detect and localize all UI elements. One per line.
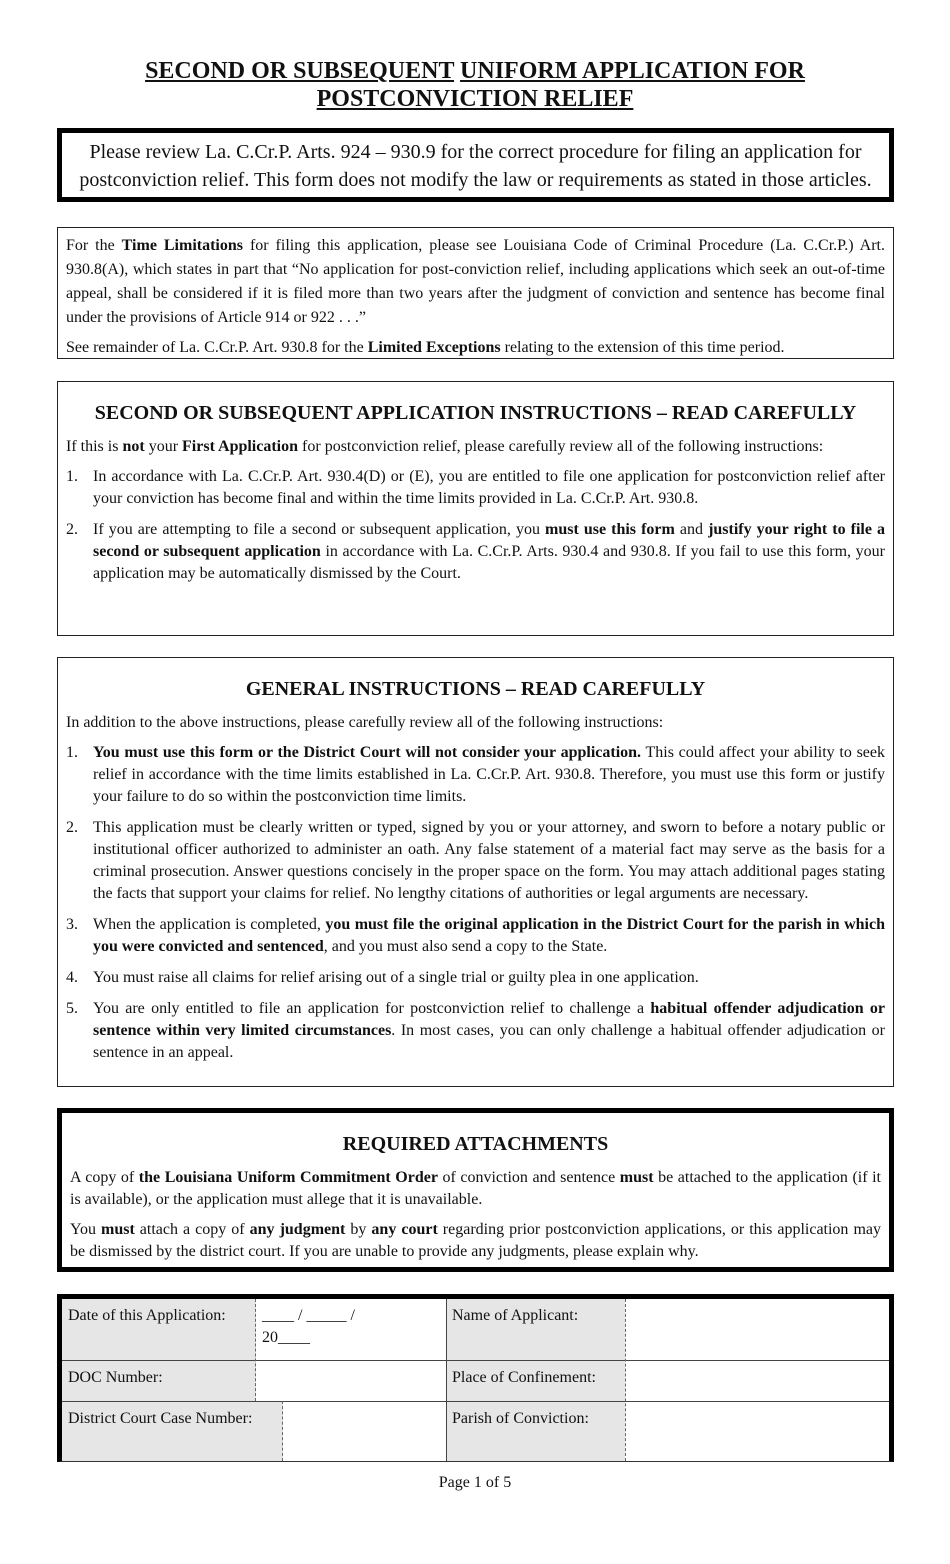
required-attachments-box — [57, 1108, 894, 1272]
date-label: Date of this Application: — [62, 1299, 256, 1360]
text-run-bold: justify your right to file a second or subsequent application — [93, 521, 885, 560]
parish-of-conviction-field[interactable] — [626, 1402, 889, 1461]
date-value-line1: ____ / _____ / — [262, 1307, 355, 1324]
text-run: for postconviction relief, please carefully review all of the following instructions: — [298, 438, 824, 455]
text-run: You must raise all claims for relief arising out of a single trial or guilty plea in one application. — [93, 969, 699, 986]
list-item — [66, 742, 885, 808]
text-run: attach a copy of — [134, 1221, 250, 1238]
general-instructions-intro: In addition to the above instructions, please carefully review all of the following instructions: — [66, 714, 664, 731]
title-line1-part2: UNIFORM APPLICATION FOR — [460, 58, 805, 84]
list-number: 2. — [66, 819, 78, 836]
list-item — [66, 914, 885, 958]
text-run-bold: First Application — [182, 438, 299, 455]
row-divider — [62, 1360, 889, 1361]
title-line2: POSTCONVICTION RELIEF — [316, 86, 634, 112]
page-number: Page 1 of 5 — [438, 1474, 512, 1491]
text-run-bold: the Louisiana Uniform Commitment Order — [138, 1169, 438, 1186]
general-instructions-list — [66, 742, 885, 1064]
text-run: In accordance with La. C.Cr.P. Art. 930.4(D) or (E), you are entitled to file one application for postconviction relief after your conviction has become final and within the time limits provided in La. C.Cr.P. Art. 930.8. — [93, 468, 885, 507]
limited-exceptions-paragraph — [66, 336, 885, 360]
title-line1-part1: SECOND OR SUBSEQUENT — [145, 58, 455, 84]
form-title — [0, 57, 950, 113]
doc-number-label: DOC Number: — [62, 1361, 256, 1401]
text-run-bold: any court — [371, 1221, 438, 1238]
case-number-label: District Court Case Number: — [62, 1402, 283, 1461]
text-run-bold: You must use this form or the District Court will not consider your application. — [93, 744, 642, 761]
general-instructions-heading: GENERAL INSTRUCTIONS – READ CAREFULLY — [245, 678, 706, 700]
list-number: 2. — [66, 521, 78, 538]
column-divider — [255, 1299, 256, 1401]
text-run: , and you must also send a copy to the State. — [323, 938, 608, 955]
text-run: For the — [66, 237, 122, 254]
text-run: If you are attempting to file a second or subsequent application, you — [93, 521, 546, 538]
list-number: 3. — [66, 916, 78, 933]
place-of-confinement-label: Place of Confinement: — [446, 1361, 625, 1401]
text-run: in accordance with La. C.Cr.P. Arts. 930.4 and 930.8. If you fail to use this form, your application may be automatically dismissed by the Court. — [93, 543, 885, 582]
text-run-bold: must — [619, 1169, 654, 1186]
text-run-bold: must use this form — [545, 521, 675, 538]
second-instructions-list — [66, 466, 885, 585]
review-notice-text: Please review La. C.Cr.P. Arts. 924 – 930.9 for the correct procedure for filing an application for postconviction relief. This form does not modify the law or requirements as stated in those articles. — [79, 141, 872, 191]
text-run: If this is — [66, 438, 123, 455]
list-item — [66, 519, 885, 585]
text-run: When the application is completed, — [93, 916, 326, 933]
list-number: 1. — [66, 744, 78, 761]
text-run-bold: not — [122, 438, 145, 455]
applicant-name-field[interactable] — [626, 1299, 889, 1360]
text-run: by — [345, 1221, 372, 1238]
text-run-bold: Time Limitations — [121, 237, 243, 254]
column-divider — [446, 1299, 447, 1461]
review-notice-box — [57, 128, 894, 202]
text-run-bold: any judgment — [249, 1221, 346, 1238]
text-run: relating to the extension of this time period. — [500, 339, 785, 356]
list-number: 4. — [66, 969, 78, 986]
text-run-bold: Limited Exceptions — [367, 339, 501, 356]
list-item — [66, 998, 885, 1064]
general-instructions-box — [57, 657, 894, 1087]
column-divider — [282, 1401, 283, 1461]
required-attachments-heading: REQUIRED ATTACHMENTS — [342, 1133, 609, 1155]
list-item — [66, 466, 885, 510]
parish-of-conviction-label: Parish of Conviction: — [446, 1402, 625, 1461]
attachments-paragraph-2 — [70, 1219, 881, 1263]
second-instructions-intro — [66, 436, 885, 458]
list-number: 1. — [66, 468, 78, 485]
text-run: your — [144, 438, 183, 455]
date-value-line2: 20____ — [262, 1329, 310, 1346]
text-run: for filing this application, please see Louisiana Code of Criminal Procedure (La. C.Cr.P.) Art. 930.8(A), which states in part that “No application for post-conviction relief, including applications which seek an out-of-time appeal, shall be considered if it is filed more than two years after the judgment of conviction and sentence has become final under the provisions of Article 914 or 922 . . .” — [66, 237, 885, 326]
second-instructions-heading: SECOND OR SUBSEQUENT APPLICATION INSTRUCTIONS – READ CAREFULLY — [94, 402, 857, 424]
doc-number-field[interactable] — [256, 1361, 446, 1401]
text-run: A copy of — [70, 1169, 139, 1186]
place-of-confinement-field[interactable] — [626, 1361, 889, 1401]
applicant-name-label: Name of Applicant: — [446, 1299, 625, 1360]
text-run: and — [674, 521, 709, 538]
time-limitations-box — [57, 227, 894, 359]
text-run: You — [70, 1221, 101, 1238]
list-item — [66, 967, 885, 989]
row-divider — [62, 1401, 889, 1402]
applicant-info-table — [57, 1294, 894, 1462]
text-run: regarding prior postconviction applications, or this application may be dismissed by the district court. If you are unable to provide any judgments, please explain why. — [70, 1221, 882, 1260]
text-run: This could affect your ability to seek relief in accordance with the time limits established in La. C.Cr.P. Art. 930.8. Therefore, you must use this form or justify your failure to do so within the postconviction time limits. — [93, 744, 886, 805]
text-run: be attached to the application (if it is available), or the application must allege that it is unavailable. — [70, 1169, 882, 1208]
text-run: See remainder of La. C.Cr.P. Art. 930.8 for the — [66, 339, 368, 356]
case-number-field[interactable] — [283, 1402, 446, 1461]
text-run: You are only entitled to file an application for postconviction relief to challenge a — [93, 1000, 651, 1017]
time-limitations-paragraph — [66, 234, 885, 330]
attachments-paragraph-1 — [70, 1167, 881, 1211]
text-run-bold: habitual offender adjudication or sentence within very limited circumstances — [93, 1000, 886, 1039]
text-run-bold: must — [100, 1221, 135, 1238]
date-field[interactable] — [256, 1299, 446, 1360]
text-run: of conviction and sentence — [437, 1169, 620, 1186]
list-item — [66, 817, 885, 905]
list-number: 5. — [66, 1000, 78, 1017]
text-run-bold: you must file the original application in the District Court for the parish in which you were convicted and sentenced — [93, 916, 885, 955]
column-divider — [625, 1299, 626, 1461]
text-run: . In most cases, you can only challenge a habitual offender adjudication or sentence in an appeal. — [93, 1022, 885, 1061]
second-application-instructions-box — [57, 381, 894, 636]
text-run: This application must be clearly written or typed, signed by you or your attorney, and sworn to before a notary public or institutional officer authorized to administer an oath. Any false statement of a material fact may serve as the basis for a criminal prosecution. Answer questions concisely in the proper space on the form. You may attach additional pages stating the facts that support your claims for relief. No lengthy citations of authorities or legal arguments are necessary. — [93, 819, 885, 902]
